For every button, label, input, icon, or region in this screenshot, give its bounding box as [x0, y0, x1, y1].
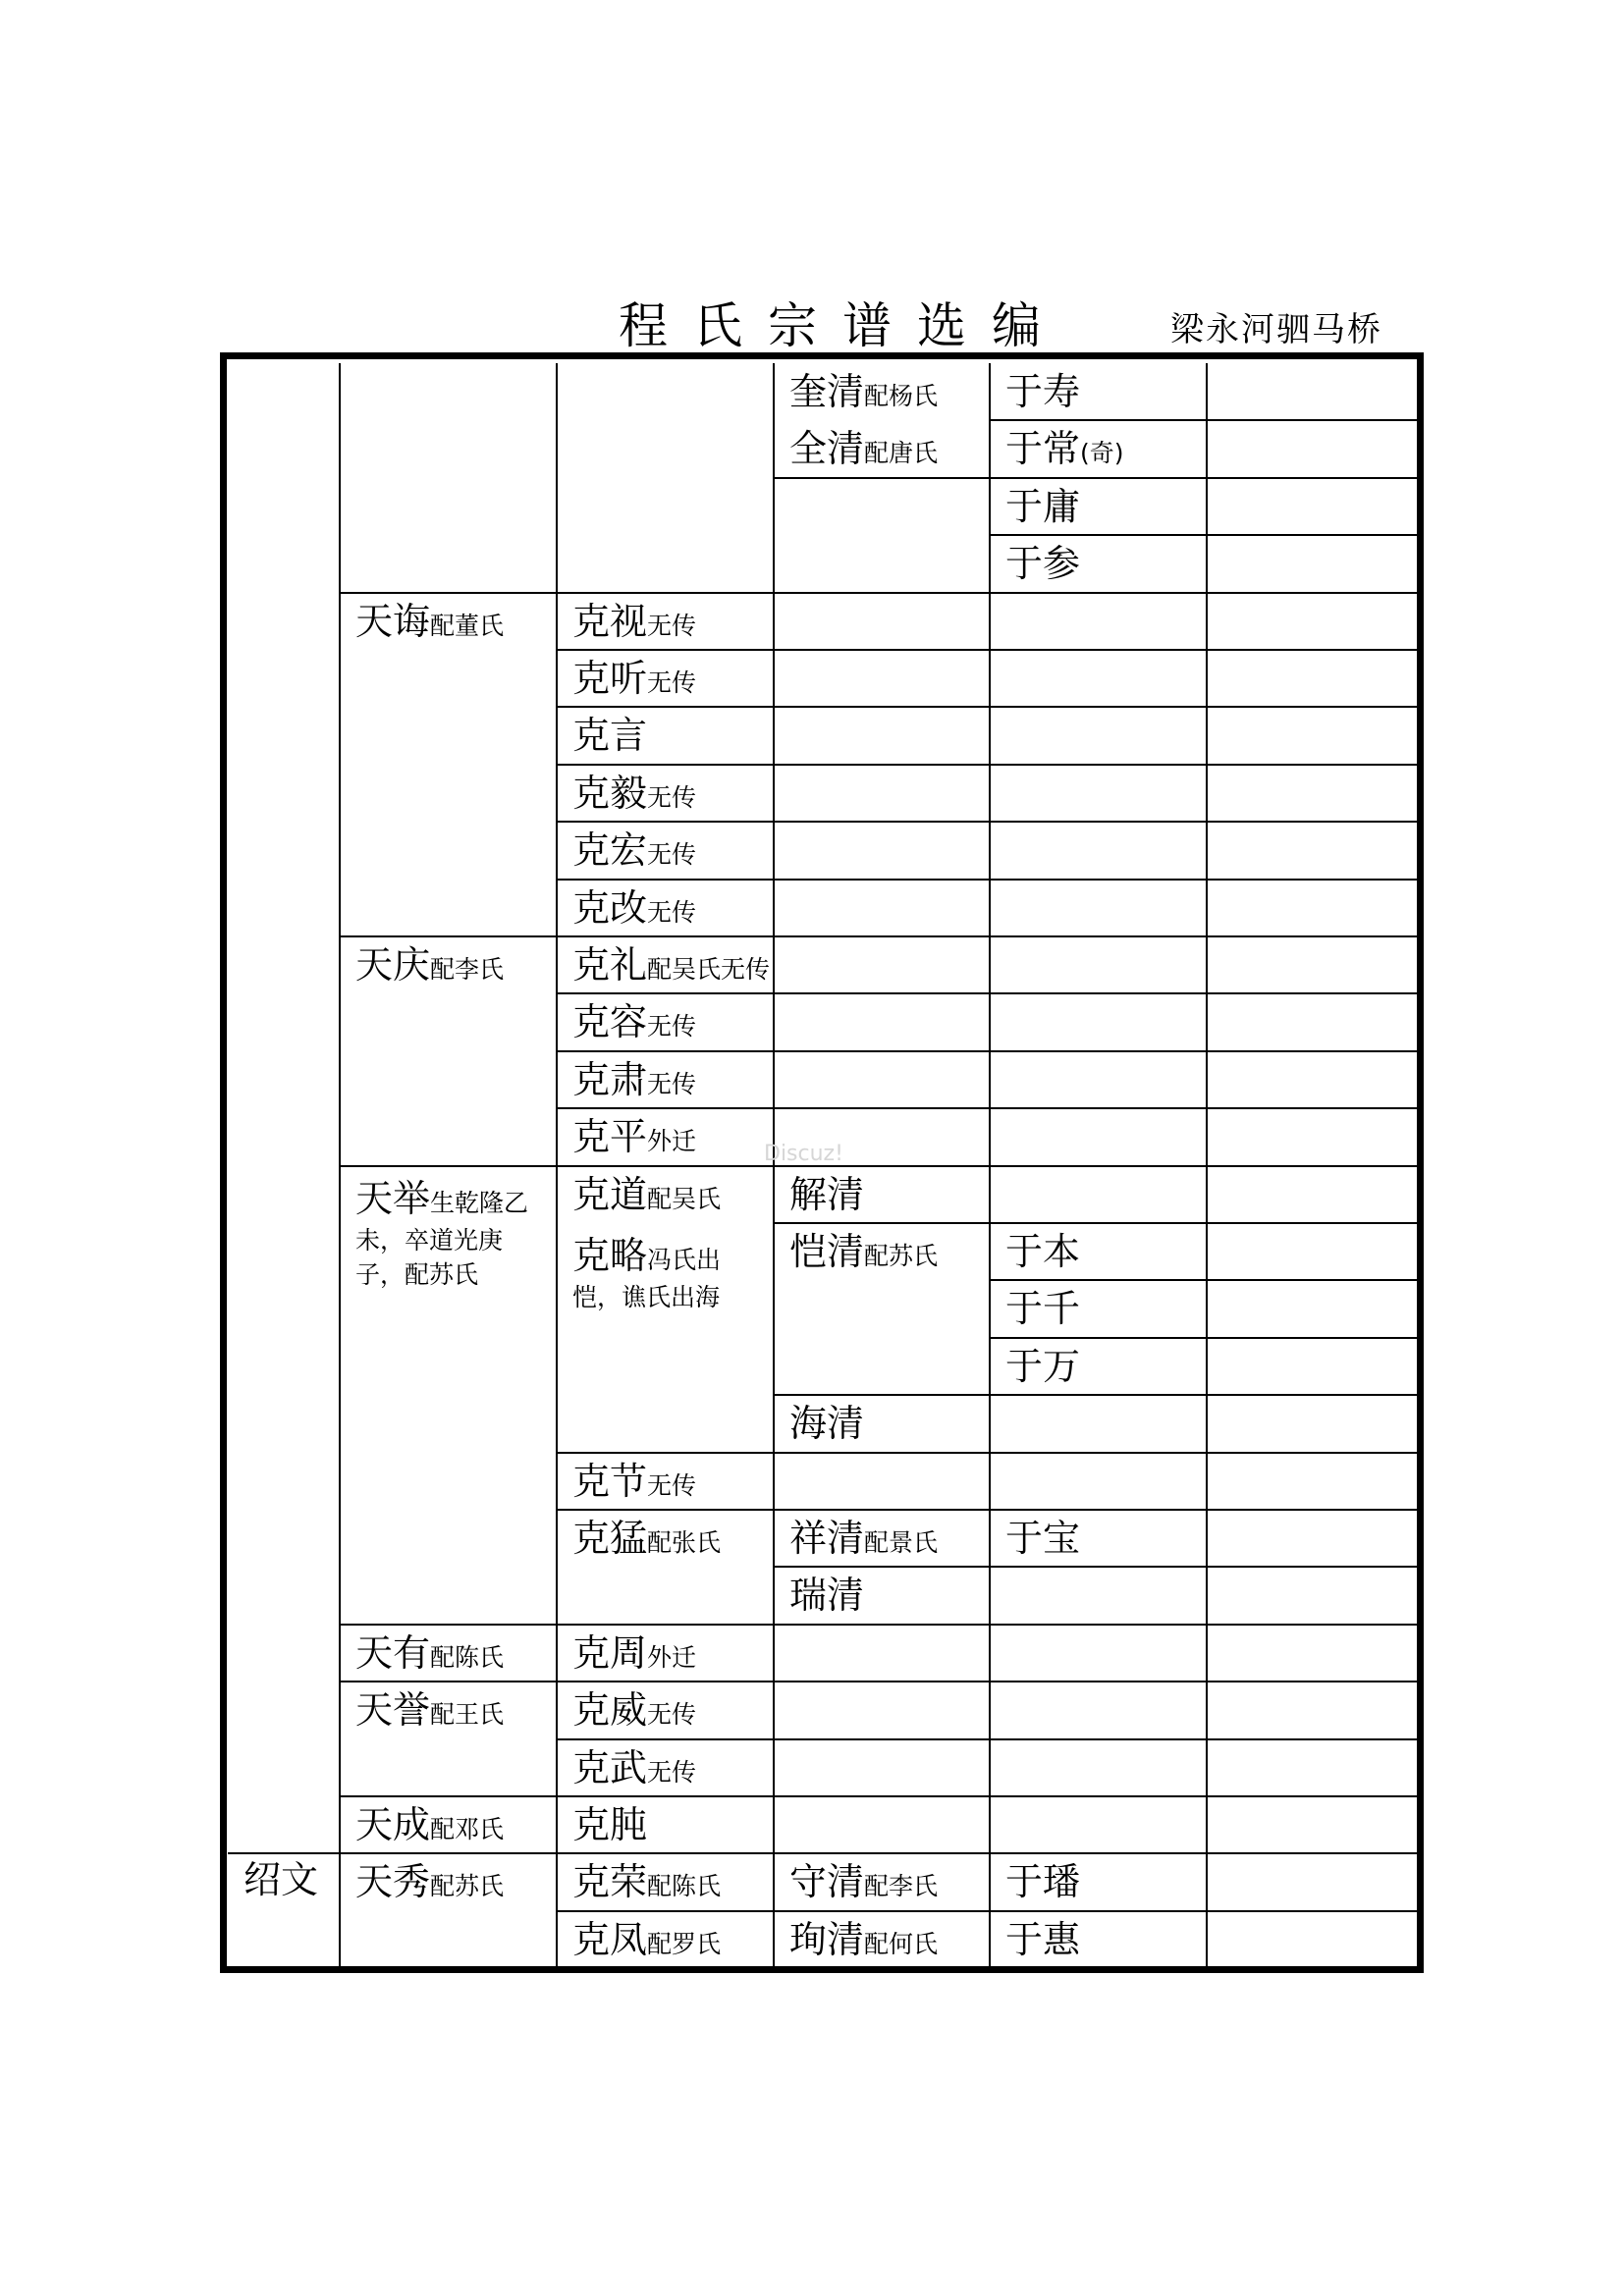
grid-line — [557, 1452, 1417, 1454]
person-note: 配何氏 — [864, 1930, 939, 1958]
table-cell — [572, 772, 697, 815]
person-name: 克威 — [572, 1688, 648, 1732]
table-cell — [1005, 1517, 1081, 1560]
grid-line — [774, 1222, 1417, 1224]
grid-line — [228, 1852, 1417, 1854]
person-name: 天有 — [355, 1631, 431, 1675]
person-note: 配罗氏 — [647, 1930, 722, 1958]
grid-line — [557, 649, 1417, 651]
person-name: 天举 — [355, 1177, 431, 1220]
grid-line — [340, 1795, 1417, 1797]
table-cell — [572, 1517, 722, 1560]
table-cell — [572, 1918, 722, 1961]
person-note: 无传 — [647, 898, 697, 927]
grid-line — [557, 706, 1417, 708]
table-cell — [355, 943, 505, 987]
table-cell — [572, 886, 697, 930]
person-note: 无传 — [647, 1700, 697, 1729]
grid-line — [990, 1337, 1417, 1339]
person-note: (奇) — [1080, 439, 1124, 467]
person-name: 克平 — [572, 1115, 648, 1158]
person-name: 克听 — [572, 657, 648, 700]
table-cell — [789, 1230, 939, 1273]
grid-line — [340, 1681, 1417, 1682]
person-name: 海清 — [789, 1402, 865, 1445]
person-name: 于本 — [1005, 1230, 1081, 1273]
person-note: 无传 — [647, 783, 697, 812]
person-note: 配李氏 — [430, 955, 505, 984]
table-cell — [572, 1233, 766, 1314]
grid-line — [557, 1050, 1417, 1052]
person-note: 配苏氏 — [864, 1242, 939, 1270]
person-name: 珣清 — [789, 1918, 865, 1961]
person-note: 配王氏 — [430, 1700, 505, 1729]
table-cell — [1005, 370, 1081, 413]
page-title: 程氏宗谱选编 — [619, 297, 1066, 354]
person-name: 于千 — [1005, 1287, 1081, 1330]
table-cell — [572, 828, 697, 872]
person-name: 克言 — [572, 714, 648, 757]
person-note: 无传 — [647, 1758, 697, 1787]
table-cell — [572, 600, 697, 643]
table-cell — [789, 1574, 865, 1617]
person-note: 配吴氏无传 — [647, 955, 771, 984]
branch-name: 绍文 — [244, 1858, 319, 1901]
person-note: 生乾隆乙未，卒道光庚子，配苏氏 — [355, 1189, 529, 1289]
table-cell — [572, 1173, 722, 1216]
grid-line — [557, 1910, 1417, 1912]
place-label: 梁永河驷马桥 — [1170, 310, 1382, 349]
person-name: 克肃 — [572, 1058, 648, 1101]
table-cell — [789, 1860, 939, 1903]
grid-line — [340, 1165, 1417, 1167]
person-name: 克武 — [572, 1746, 648, 1789]
table-cell — [789, 1402, 865, 1445]
person-name: 克道 — [572, 1173, 648, 1216]
person-note: 配苏氏 — [430, 1872, 505, 1900]
person-note: 外迁 — [647, 1643, 697, 1672]
grid-line — [557, 1738, 1417, 1740]
table-cell — [1005, 1918, 1081, 1961]
person-note: 无传 — [647, 612, 697, 640]
person-note: 冯氏出恺，谯氏出海 — [572, 1246, 722, 1311]
person-name: 克周 — [572, 1631, 648, 1675]
table-cell — [1005, 1345, 1081, 1388]
table-cell — [572, 1688, 697, 1732]
grid-line — [557, 1509, 1417, 1511]
grid-line — [774, 1566, 1417, 1568]
grid-line — [774, 1394, 1417, 1396]
table-cell — [572, 1058, 697, 1101]
grid-line — [557, 1107, 1417, 1109]
person-name: 克凤 — [572, 1918, 648, 1961]
person-note: 外迁 — [647, 1127, 697, 1155]
person-name: 于万 — [1005, 1345, 1081, 1388]
table-cell — [789, 1173, 865, 1216]
person-note: 配陈氏 — [647, 1872, 722, 1900]
table-cell — [572, 714, 648, 757]
grid-line — [990, 419, 1417, 421]
grid-line — [557, 821, 1417, 823]
person-name: 天秀 — [355, 1860, 431, 1903]
person-note: 配吴氏 — [647, 1185, 722, 1213]
person-name: 于参 — [1005, 542, 1081, 585]
table-cell — [355, 1176, 549, 1292]
person-name: 守清 — [789, 1860, 865, 1903]
person-note: 配董氏 — [430, 612, 505, 640]
person-name: 克毅 — [572, 772, 648, 815]
person-note: 配唐氏 — [864, 439, 939, 467]
table-cell — [1005, 1287, 1081, 1330]
table-cell — [572, 1631, 697, 1675]
table-cell — [572, 1000, 697, 1043]
person-name: 解清 — [789, 1173, 865, 1216]
table-cell — [1005, 427, 1124, 470]
person-name: 恺清 — [789, 1230, 865, 1273]
person-name: 克礼 — [572, 943, 648, 987]
person-name: 于寿 — [1005, 370, 1081, 413]
grid-line — [557, 992, 1417, 994]
person-name: 祥清 — [789, 1517, 865, 1560]
person-name: 瑞清 — [789, 1574, 865, 1617]
person-note: 配景氏 — [864, 1528, 939, 1557]
person-note: 配李氏 — [864, 1872, 939, 1900]
table-cell — [355, 1860, 505, 1903]
watermark: Discuz! — [764, 1142, 843, 1166]
grid-line — [990, 1279, 1417, 1281]
person-name: 克略 — [572, 1234, 648, 1277]
table-cell — [1005, 1860, 1081, 1903]
person-name: 克改 — [572, 886, 648, 930]
table-cell — [789, 1517, 939, 1560]
grid-line — [340, 592, 1417, 594]
table-cell — [355, 1631, 505, 1675]
person-note: 无传 — [647, 1070, 697, 1098]
person-name: 克肫 — [572, 1803, 648, 1846]
person-note: 无传 — [647, 1012, 697, 1041]
grid-line — [557, 879, 1417, 881]
person-name: 克猛 — [572, 1517, 648, 1560]
person-name: 于庸 — [1005, 485, 1081, 528]
person-name: 克视 — [572, 600, 648, 643]
person-note: 无传 — [647, 668, 697, 697]
person-note: 无传 — [647, 840, 697, 869]
table-cell — [789, 370, 939, 413]
person-name: 奎清 — [789, 370, 865, 413]
table-cell — [789, 427, 939, 470]
person-note: 无传 — [647, 1471, 697, 1500]
person-name: 于惠 — [1005, 1918, 1081, 1961]
grid-line — [340, 1624, 1417, 1626]
person-name: 于宝 — [1005, 1517, 1081, 1560]
person-name: 全清 — [789, 427, 865, 470]
person-note: 配杨氏 — [864, 382, 939, 410]
table-cell — [572, 1803, 648, 1846]
person-name: 克容 — [572, 1000, 648, 1043]
table-cell — [1005, 1230, 1081, 1273]
table-cell — [572, 1860, 722, 1903]
person-name: 天成 — [355, 1803, 431, 1846]
person-name: 于常 — [1005, 427, 1081, 470]
person-name: 天誉 — [355, 1688, 431, 1732]
person-name: 于璠 — [1005, 1860, 1081, 1903]
person-name: 克宏 — [572, 828, 648, 872]
person-note: 配陈氏 — [430, 1643, 505, 1672]
table-cell — [572, 1746, 697, 1789]
person-note: 配邓氏 — [430, 1815, 505, 1843]
table-cell — [572, 657, 697, 700]
table-cell — [789, 1918, 939, 1961]
table-cell — [572, 943, 771, 987]
grid-line — [774, 477, 1417, 479]
table-cell — [1005, 485, 1081, 528]
grid-line — [340, 935, 1417, 937]
person-note: 配张氏 — [647, 1528, 722, 1557]
table-cell — [355, 600, 505, 643]
table-cell — [355, 1803, 505, 1846]
table-cell — [572, 1115, 697, 1158]
person-name: 克荣 — [572, 1860, 648, 1903]
grid-line — [990, 534, 1417, 536]
table-cell — [1005, 542, 1081, 585]
person-name: 天庆 — [355, 943, 431, 987]
person-name: 天诲 — [355, 600, 431, 643]
table-cell — [355, 1688, 505, 1732]
grid-line — [557, 764, 1417, 766]
person-name: 克节 — [572, 1460, 648, 1503]
table-cell — [572, 1460, 697, 1503]
